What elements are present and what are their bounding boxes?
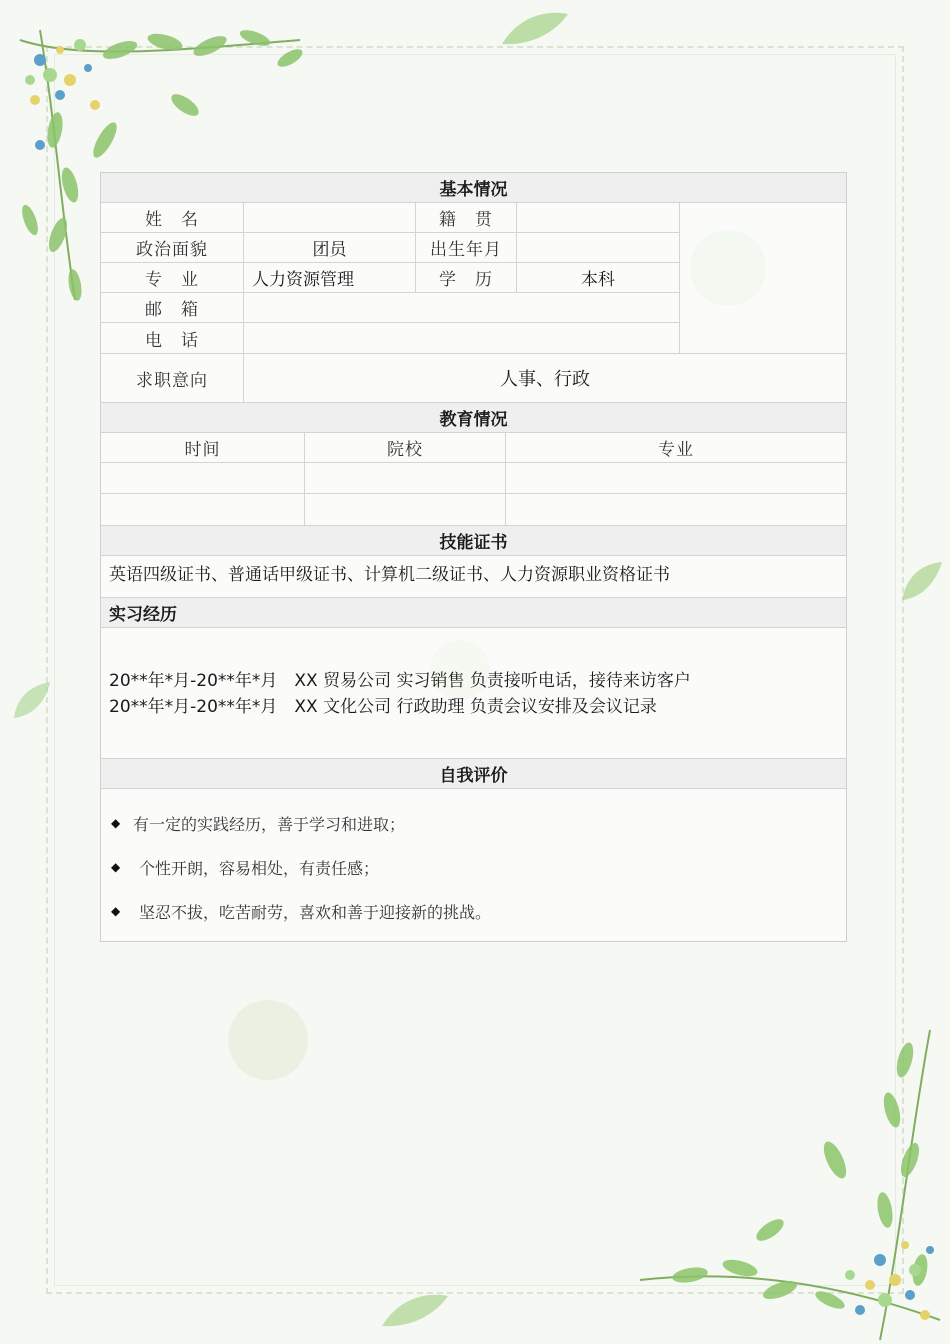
table-row xyxy=(101,433,846,463)
education-cell xyxy=(506,463,846,493)
self-eval-item: 个性开朗，容易相处，有责任感； xyxy=(139,858,380,878)
section-header-internship: 实习经历 xyxy=(101,598,846,628)
email-label: 邮 箱 xyxy=(101,293,244,322)
self-eval-item: 坚忍不拔，吃苦耐劳，喜欢和善于迎接新的挑战。 xyxy=(139,902,492,922)
photo-area xyxy=(679,203,848,353)
name-value xyxy=(244,203,416,232)
leaf-icon xyxy=(900,560,945,605)
section-header-education: 教育情况 xyxy=(101,403,846,433)
education-col-time: 时间 xyxy=(101,433,305,462)
basic-info-block xyxy=(101,203,846,353)
politics-label: 政治面貌 xyxy=(101,233,244,262)
education-cell xyxy=(101,494,305,525)
table-row xyxy=(101,494,846,526)
education-cell xyxy=(506,494,846,525)
table-row xyxy=(101,556,846,598)
internship-line: 20**年*月-20**年*月 XX 文化公司 行政助理 负责会议安排及会议记录 xyxy=(109,697,657,717)
leaf-icon xyxy=(500,8,570,48)
table-row xyxy=(101,263,679,293)
birth-label: 出生年月 xyxy=(416,233,517,262)
internship-line: 20**年*月-20**年*月 XX 贸易公司 实习销售 负责接听电话，接待来访客户 xyxy=(109,671,691,691)
degree-label: 学 历 xyxy=(416,263,517,292)
intent-label: 求职意向 xyxy=(101,354,244,402)
table-row xyxy=(101,293,679,323)
origin-value xyxy=(517,203,679,232)
major-label: 专 业 xyxy=(101,263,244,292)
major-value: 人力资源管理 xyxy=(244,263,416,292)
intent-value: 人事、行政 xyxy=(500,369,590,390)
resume-table xyxy=(100,172,847,942)
list-item xyxy=(101,845,846,889)
education-cell xyxy=(305,494,506,525)
table-row xyxy=(101,463,846,494)
education-col-major: 专业 xyxy=(658,440,694,460)
email-value xyxy=(244,293,679,322)
phone-label: 电 话 xyxy=(101,323,244,353)
bg-blob xyxy=(228,1000,308,1080)
list-item xyxy=(101,801,846,845)
internship-block xyxy=(101,628,846,759)
skills-text: 英语四级证书、普通话甲级证书、计算机二级证书、人力资源职业资格证书 xyxy=(109,565,670,585)
self-eval-block xyxy=(101,789,846,941)
section-header-self-eval: 自我评价 xyxy=(101,759,846,789)
self-eval-item: 有一定的实践经历，善于学习和进取； xyxy=(133,814,406,834)
floral-bottom-right-icon xyxy=(630,1020,950,1344)
diamond-bullet-icon: ◆ xyxy=(111,860,121,874)
section-header-skills: 技能证书 xyxy=(101,526,846,556)
education-cell xyxy=(101,463,305,493)
table-row xyxy=(101,203,679,233)
politics-value: 团员 xyxy=(244,233,416,262)
education-col-school: 院校 xyxy=(305,433,506,462)
diamond-bullet-icon: ◆ xyxy=(111,904,121,918)
degree-value: 本科 xyxy=(581,270,615,290)
leaf-icon xyxy=(380,1290,450,1330)
basic-info-grid xyxy=(101,203,679,353)
leaf-icon xyxy=(12,680,52,720)
diamond-bullet-icon: ◆ xyxy=(111,816,121,830)
education-cell xyxy=(305,463,506,493)
birth-value xyxy=(517,233,679,262)
table-row xyxy=(101,353,846,403)
phone-value xyxy=(244,323,679,353)
table-row xyxy=(101,323,679,353)
name-label: 姓 名 xyxy=(101,203,244,232)
list-item xyxy=(101,889,846,933)
table-row xyxy=(101,233,679,263)
origin-label: 籍 贯 xyxy=(416,203,517,232)
section-header-basic: 基本情况 xyxy=(101,173,846,203)
